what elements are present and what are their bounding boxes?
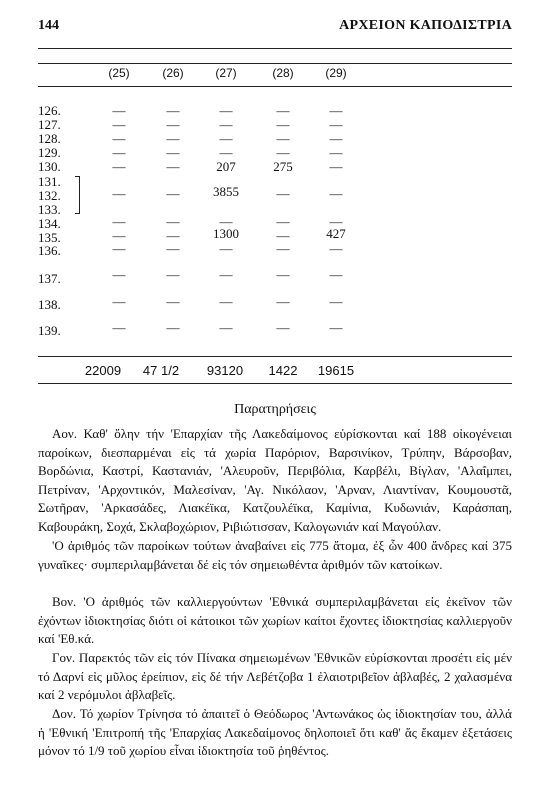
totals-bottom-rule xyxy=(38,383,512,384)
total-value: 1422 xyxy=(268,363,298,378)
table-cell: — xyxy=(219,320,233,335)
header-rule xyxy=(38,48,512,49)
row-label: 135. xyxy=(38,230,61,245)
table-cell: — xyxy=(166,214,180,229)
table-cell: — xyxy=(166,103,180,118)
row-label: 130. xyxy=(38,159,61,174)
table-cell: — xyxy=(329,145,343,160)
table-cell: — xyxy=(112,131,126,146)
total-value: 19615 xyxy=(317,363,355,378)
table-cell: — xyxy=(112,159,126,174)
row-label: 136. xyxy=(38,243,61,258)
table-cell: — xyxy=(276,117,290,132)
table-cell: — xyxy=(166,145,180,160)
table-cell: — xyxy=(276,131,290,146)
table-cell: — xyxy=(329,186,343,201)
row-label: 131. xyxy=(38,174,61,189)
table-cell: — xyxy=(112,186,126,201)
table-cell: — xyxy=(166,186,180,201)
row-group-bracket xyxy=(75,176,80,214)
table-cell: — xyxy=(329,159,343,174)
row-label: 138. xyxy=(38,297,61,312)
table-cell: — xyxy=(276,294,290,309)
row-label: 128. xyxy=(38,131,61,146)
table-cell: — xyxy=(219,267,233,282)
column-header: (25) xyxy=(108,66,130,80)
note-paragraph-c: Γον. Παρεκτός τῶν εἰς τόν Πίνακα σημειωμένων 'Εθνικῶν εὑρίσκονται προσέτι εἰς μέν τό Δαρνί εἰς μῦλος ἐρείπιον, εἰς δέ τήν Λεβέτζοβα 1 ἐλαιοτριβεῖον ἀβλαβές, 2 χαλασμένα καί 2 νερόμυλοι ἀβλαβεῖς. xyxy=(38,650,512,703)
table-cell: — xyxy=(112,145,126,160)
note-paragraph-b: Βον. 'Ο ἀριθμός τῶν καλλιεργούντων 'Εθνικά συμπεριλαμβάνεται εἰς ἐκεῖνον τῶν ἐχόντων ἰδιοκτησίας διότι οἱ κάτοικοι τῶν χωρίων καίτοι ἔχοντες ἰδιοκτησίας καλλιεργοῦν καί 'Εθ.κά. xyxy=(38,594,512,647)
note-paragraph-a: Αον. Καθ' ὅλην τήν 'Επαρχίαν τῆς Λακεδαίμονος εὑρίσκονται καί 188 οἰκογένειαι παροίκων, διεσπαρμέναι εἰς τά χωρία Παρόριον, Βαρσινίκον, Τρύπην, Βάρσοβαν, Βορδώνια, Καστρί, Καστανιάν, 'Αλευροῦν, Περιβόλια, Καρβέλι, Βίγλαν, 'Αλαΐμπει, Πετρίναν, 'Αρχοντικόν, Μαλεσίναν, 'Αγ. Νικόλαον, 'Αρναν, Λιαντίναν, Κουμουστᾶ, Σωτῆραν, 'Αρκασάδες, Λιακέϊκα, Κατζουλέϊκα, Καμίνια, Κυδωνιάν, Καράσπαη, Καβουράκη, Σοχά, Σκλαβοχώριον, Ριβιώτισσαν, Καλογωνιάν καί Μαγούλαν. xyxy=(38,426,512,534)
table-cell: — xyxy=(276,103,290,118)
table-cell: — xyxy=(276,214,290,229)
table-cell: — xyxy=(276,241,290,256)
table-cell: — xyxy=(329,241,343,256)
column-header: (28) xyxy=(272,66,294,80)
table-cell: — xyxy=(276,267,290,282)
running-title: ΑΡΧΕΙΟΝ ΚΑΠΟΔΙΣΤΡΙΑ xyxy=(339,18,512,33)
row-label: 132. xyxy=(38,188,61,203)
table-cell: — xyxy=(329,320,343,335)
table-cell: 207 xyxy=(216,159,236,174)
table-cell: — xyxy=(219,241,233,256)
table-cell: — xyxy=(112,117,126,132)
row-label: 139. xyxy=(38,323,61,338)
totals-top-rule xyxy=(38,356,512,357)
row-label: 126. xyxy=(38,103,61,118)
table-cell: — xyxy=(112,320,126,335)
column-header: (29) xyxy=(325,66,347,80)
table-cell: — xyxy=(112,241,126,256)
table-cell: — xyxy=(112,294,126,309)
table-cell: — xyxy=(219,294,233,309)
table-cell: — xyxy=(219,131,233,146)
row-label: 129. xyxy=(38,145,61,160)
table-cell: — xyxy=(276,228,290,243)
row-label: 134. xyxy=(38,216,61,231)
table-cell: — xyxy=(166,241,180,256)
notes-title: Παρατηρήσεις xyxy=(234,402,316,417)
row-label: 133. xyxy=(38,202,61,217)
row-label: 127. xyxy=(38,117,61,132)
table-cell: — xyxy=(166,159,180,174)
total-value: 47 1/2 xyxy=(142,363,180,378)
table-cell: — xyxy=(219,117,233,132)
table-cell: — xyxy=(329,131,343,146)
table-cell: — xyxy=(112,228,126,243)
table-cell: 275 xyxy=(273,159,293,174)
total-value: 22009 xyxy=(84,363,122,378)
table-cell: — xyxy=(166,294,180,309)
table-cell: — xyxy=(112,103,126,118)
table-cell: — xyxy=(329,267,343,282)
table-cell: — xyxy=(219,103,233,118)
table-cell: — xyxy=(329,117,343,132)
table-cell: — xyxy=(329,103,343,118)
total-value: 93120 xyxy=(206,363,244,378)
page-header xyxy=(38,18,512,38)
note-paragraph-a-cont: 'Ο ἀριθμός τῶν παροίκων τούτων ἀναβαίνει εἰς 775 ἄτομα, ἐξ ὧν 400 ἄνδρες καί 375 γυναῖκες· συμπεριλαμβάνεται δέ εἰς τόν σημειωθέντα ἀριθμόν τῶν κατοίκων. xyxy=(38,538,512,572)
table-cell: — xyxy=(276,186,290,201)
table-cell: — xyxy=(219,145,233,160)
table-cell: — xyxy=(166,267,180,282)
table-cell: — xyxy=(276,320,290,335)
table-cell: — xyxy=(219,214,233,229)
table-cell: — xyxy=(276,145,290,160)
table-cell: — xyxy=(166,131,180,146)
page-number: 144 xyxy=(38,18,59,33)
table-cell: — xyxy=(329,294,343,309)
table-cell: — xyxy=(166,320,180,335)
table-cell: 427 xyxy=(326,226,346,241)
table-cell: — xyxy=(166,228,180,243)
table-cell: — xyxy=(166,117,180,132)
note-paragraph-d: Δον. Τό χωρίον Τρίνησα τό ἀπαιτεῖ ὁ Θεόδωρος 'Αντωνάκος ὡς ἰδιοκτησίαν του, ἀλλά ἡ 'Εθνική 'Επιτροπή τῆς 'Επαρχίας Λακεδαίμονος δηλοποιεῖ ὅτι καθ' ἅς ἔκαμεν ἐξετάσεις μόνον τό 1/9 τοῦ χωρίου εἶναι ἰδιοκτησία τοῦ ῥηθέντος. xyxy=(38,706,512,759)
column-header: (26) xyxy=(162,66,184,80)
table-cell: — xyxy=(329,214,343,229)
table-cell: 3855 xyxy=(213,184,239,199)
row-label: 137. xyxy=(38,271,61,286)
table-cell: — xyxy=(112,267,126,282)
table-top-rule xyxy=(38,63,512,64)
table-cell: 1300 xyxy=(213,226,239,241)
column-header: (27) xyxy=(215,66,237,80)
table-header-rule xyxy=(38,86,512,87)
table-cell: — xyxy=(112,214,126,229)
